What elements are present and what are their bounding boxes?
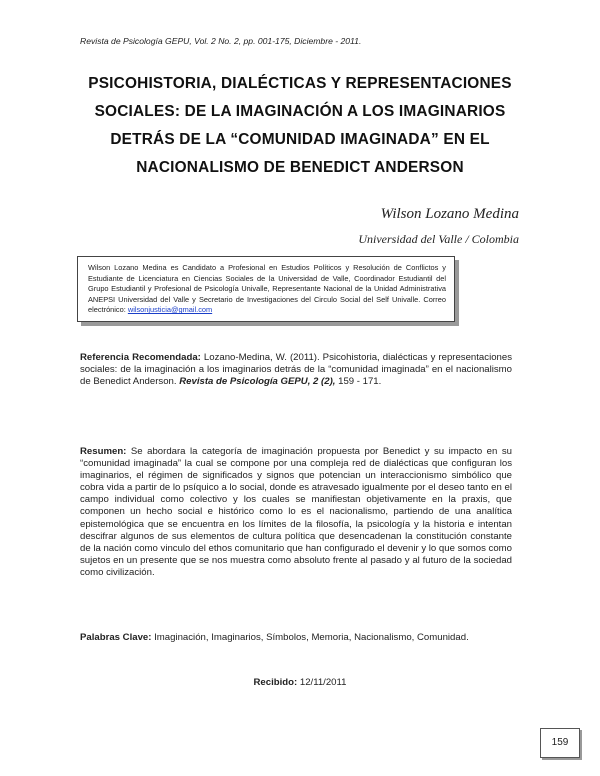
abstract-text: Se abordara la categoría de imaginación propuesta por Benedict y su impacto en su “comunidad imaginada” la cual se compone por una compleja red de dialécticas que configuran los imaginarios, el régimen de significados y signos que potencian un interaccionismo simbólico que cobra vida a partir de lo psíquico a lo social, donde es atravesado igualmente por el deseo tanto en el campo individual como colectivo y los cuales se manifiestan objetivamente en la praxis, que componen un hecho social e histórico como lo es el nacionalismo, partiendo de una analítica epistemológica que se encuentra en los límites de la filosofía, la psicología y la historia e intentan descifrar algunos de sus elementos de cultura política que desencadenan la constitución constante de la nación como vinculo del ethos comunitario que han configurado el devenir y lo que somos como sujetos en un presente que se nos muestra como absoluto frente al pasado y al futuro de la sociedad como civilización. bbox=[80, 446, 512, 578]
keywords bbox=[80, 632, 512, 644]
keywords-label: Palabras Clave: bbox=[80, 632, 152, 643]
reference-journal: Revista de Psicología GEPU, 2 (2), bbox=[179, 376, 336, 388]
reference-pages: 159 - 171. bbox=[335, 376, 382, 388]
article-title bbox=[60, 70, 540, 182]
abstract-label: Resumen: bbox=[80, 446, 127, 457]
reference-label: Referencia Recomendada: bbox=[80, 352, 201, 363]
title-line: SOCIALES: DE LA IMAGINACIÓN A LOS IMAGINARIOS bbox=[94, 103, 506, 120]
page-number: 159 bbox=[540, 728, 580, 758]
received-label: Recibido: bbox=[253, 677, 298, 688]
received-value: 12/11/2011 bbox=[297, 677, 347, 688]
reference-text: Lozano-Medina, W. (2011). Psicohistoria, dialécticas y representaciones sociales: de la imaginación a los imaginarios detrás de la “comunidad imaginada” en el nacionalismo de Benedict Anderson. bbox=[80, 352, 513, 388]
received-date bbox=[0, 677, 600, 688]
keywords-text: Imaginación, Imaginarios, Símbolos, Memoria, Nacionalismo, Comunidad. bbox=[151, 632, 469, 643]
bio-text: Wilson Lozano Medina es Candidato a Profesional en Estudios Políticos y Resolución de Conflictos y Estudiante de Licenciatura en Ciencias Sociales de la Universidad de Valle, Coordinador Estudiantil del Grupo Estudiantil y Profesional de Psicología Univalle, Representante Nacional de la Unidad Administrativa ANEPSI Universidad del Valle y Secretario de Investigaciones del Circulo Social del Self Univalle. Correo electrónico: bbox=[88, 263, 446, 315]
abstract bbox=[80, 446, 512, 579]
author-affiliation: Universidad del Valle / Colombia bbox=[358, 232, 519, 246]
title-line: PSICOHISTORIA, DIALÉCTICAS Y REPRESENTACIONES bbox=[88, 75, 512, 92]
recommended-reference bbox=[80, 352, 512, 388]
email-link[interactable]: wilsonjusticia@gmail.com bbox=[127, 305, 213, 315]
author-name: Wilson Lozano Medina bbox=[380, 206, 519, 222]
journal-citation-header: Revista de Psicología GEPU, Vol. 2 No. 2, pp. 001-175, Diciembre - 2011. bbox=[80, 36, 362, 46]
author-bio-box bbox=[77, 256, 455, 322]
title-line: DETRÁS DE LA “COMUNIDAD IMAGINADA” EN EL bbox=[110, 131, 490, 148]
title-line: NACIONALISMO DE BENEDICT ANDERSON bbox=[136, 159, 464, 176]
